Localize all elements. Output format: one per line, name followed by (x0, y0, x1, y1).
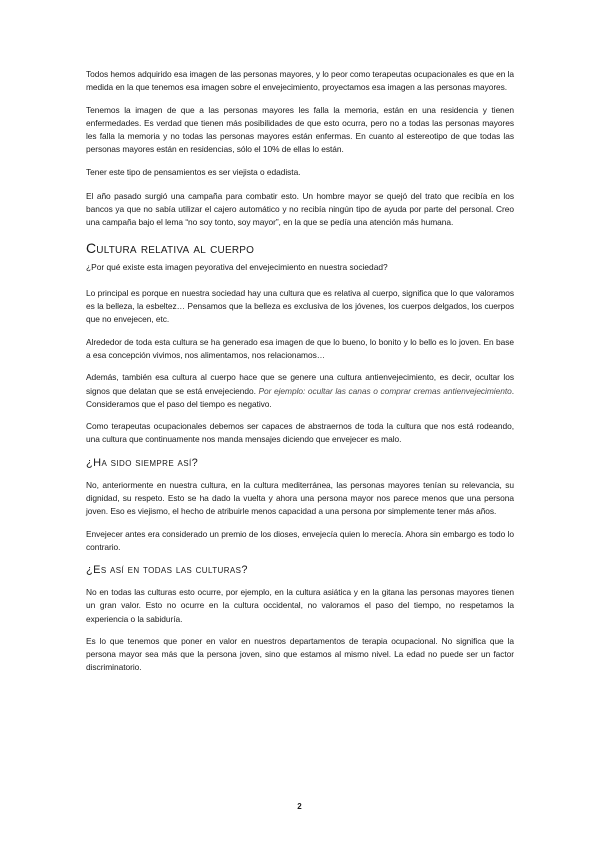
paragraph-cultura-3-example: Por ejemplo: ocultar las canas o comprar cremas antienvejecimiento (258, 385, 512, 396)
paragraph-intro-3: Tener este tipo de pensamientos es ser viejista o edadista. (86, 166, 301, 177)
section-question: ¿Por qué existe esta imagen peyorativa del envejecimiento en nuestra sociedad? (86, 261, 388, 272)
page-number: 2 (297, 802, 302, 811)
paragraph-cultura-3-start: Además, también esa cultura al cuerpo hace que se genere una cultura antienvejecimiento, es decir, ocultar los signos que delatan que se está envejeciendo. (86, 372, 514, 396)
subheading-todas-culturas: ¿Es así en todas las culturas? (86, 564, 248, 577)
paragraph-cultura-2: Alrededor de toda esta cultura se ha generado esa imagen de que lo bueno, lo bonito y lo bello es lo joven. En base a esa concepción vivimos, nos alimentamos, nos relacionamos… (86, 336, 514, 360)
paragraph-culturas-1: No en todas las culturas esto ocurre, por ejemplo, en la cultura asiática y en la gitana las personas mayores tienen un gran valor. Esto no ocurre en la cultura occidental, no valoramos el paso del tiempo, no respetamos la experiencia o la sabiduría. (86, 587, 514, 624)
paragraph-cultura-4: Como terapeutas ocupacionales debemos ser capaces de abstraernos de toda la cultura que nos está rodeando, una cultura que continuamente nos manda mensajes diciendo que envejecer es malo. (86, 421, 514, 445)
paragraph-intro-1: Todos hemos adquirido esa imagen de las personas mayores, y lo peor como terapeutas ocupacionales es que en la medida en la que tenemos esa imagen sobre el envejecimiento, proyectamos esa imagen a las personas mayores. (86, 69, 514, 93)
paragraph-culturas-2: Es lo que tenemos que poner en valor en nuestros departamentos de terapia ocupacional. No significa que la persona mayor sea más que la persona joven, sino que estamos al mismo nivel. La edad no puede ser un factor discriminatorio. (86, 636, 514, 673)
paragraph-siempre-1: No, anteriormente en nuestra cultura, en la cultura mediterránea, las personas mayores tenían su relevancia, su dignidad, su respeto. Esto se ha dado la vuelta y ahora una persona mayor nos parece menos que una persona joven. Eso es viejismo, el hecho de atribuirle menos capacidad a una persona por simplemente tener más años. (86, 479, 514, 517)
section-heading-cultura-cuerpo: Cultura relativa al cuerpo (86, 239, 255, 256)
paragraph-siempre-2: Envejecer antes era considerado un premio de los dioses, envejecía quien lo merecía. Ahora sin embargo es todo lo contrario. (86, 528, 514, 552)
paragraph-cultura-3-end: . Consideramos que el paso del tiempo es negativo. (86, 385, 514, 409)
paragraph-cultura-3 (86, 371, 514, 410)
document-page (86, 68, 514, 684)
paragraph-intro-2: Tenemos la imagen de que a las personas mayores les falla la memoria, están en una residencia y tienen enfermedades. Es verdad que tienen más posibilidades de que esto ocurra, pero no a todas las personas mayores les falla la memoria y no todas las personas mayores están enfermas. En cuanto al estereotipo de que todas las personas mayores están en residencias, sólo el 10% de ellas lo están. (86, 104, 514, 154)
paragraph-cultura-1: Lo principal es porque en nuestra sociedad hay una cultura que es relativa al cuerpo, significa que lo que valoramos es la belleza, la esbeltez… Pensamos que la belleza es exclusiva de los jóvenes, los cuerpos delgados, los cuerpos que no envejecen, etc. (86, 287, 514, 325)
paragraph-intro-4: El año pasado surgió una campaña para combatir esto. Un hombre mayor se quejó del trato que recibía en los bancos ya que no sabía utilizar el cajero automático y no recibía ningún tipo de ayuda por parte del personal. Creo una campaña bajo el lema “no soy tonto, soy mayor”, en la que se pedía una atención más humana. (86, 190, 514, 227)
subheading-siempre-asi: ¿Ha sido siempre así? (86, 456, 199, 469)
